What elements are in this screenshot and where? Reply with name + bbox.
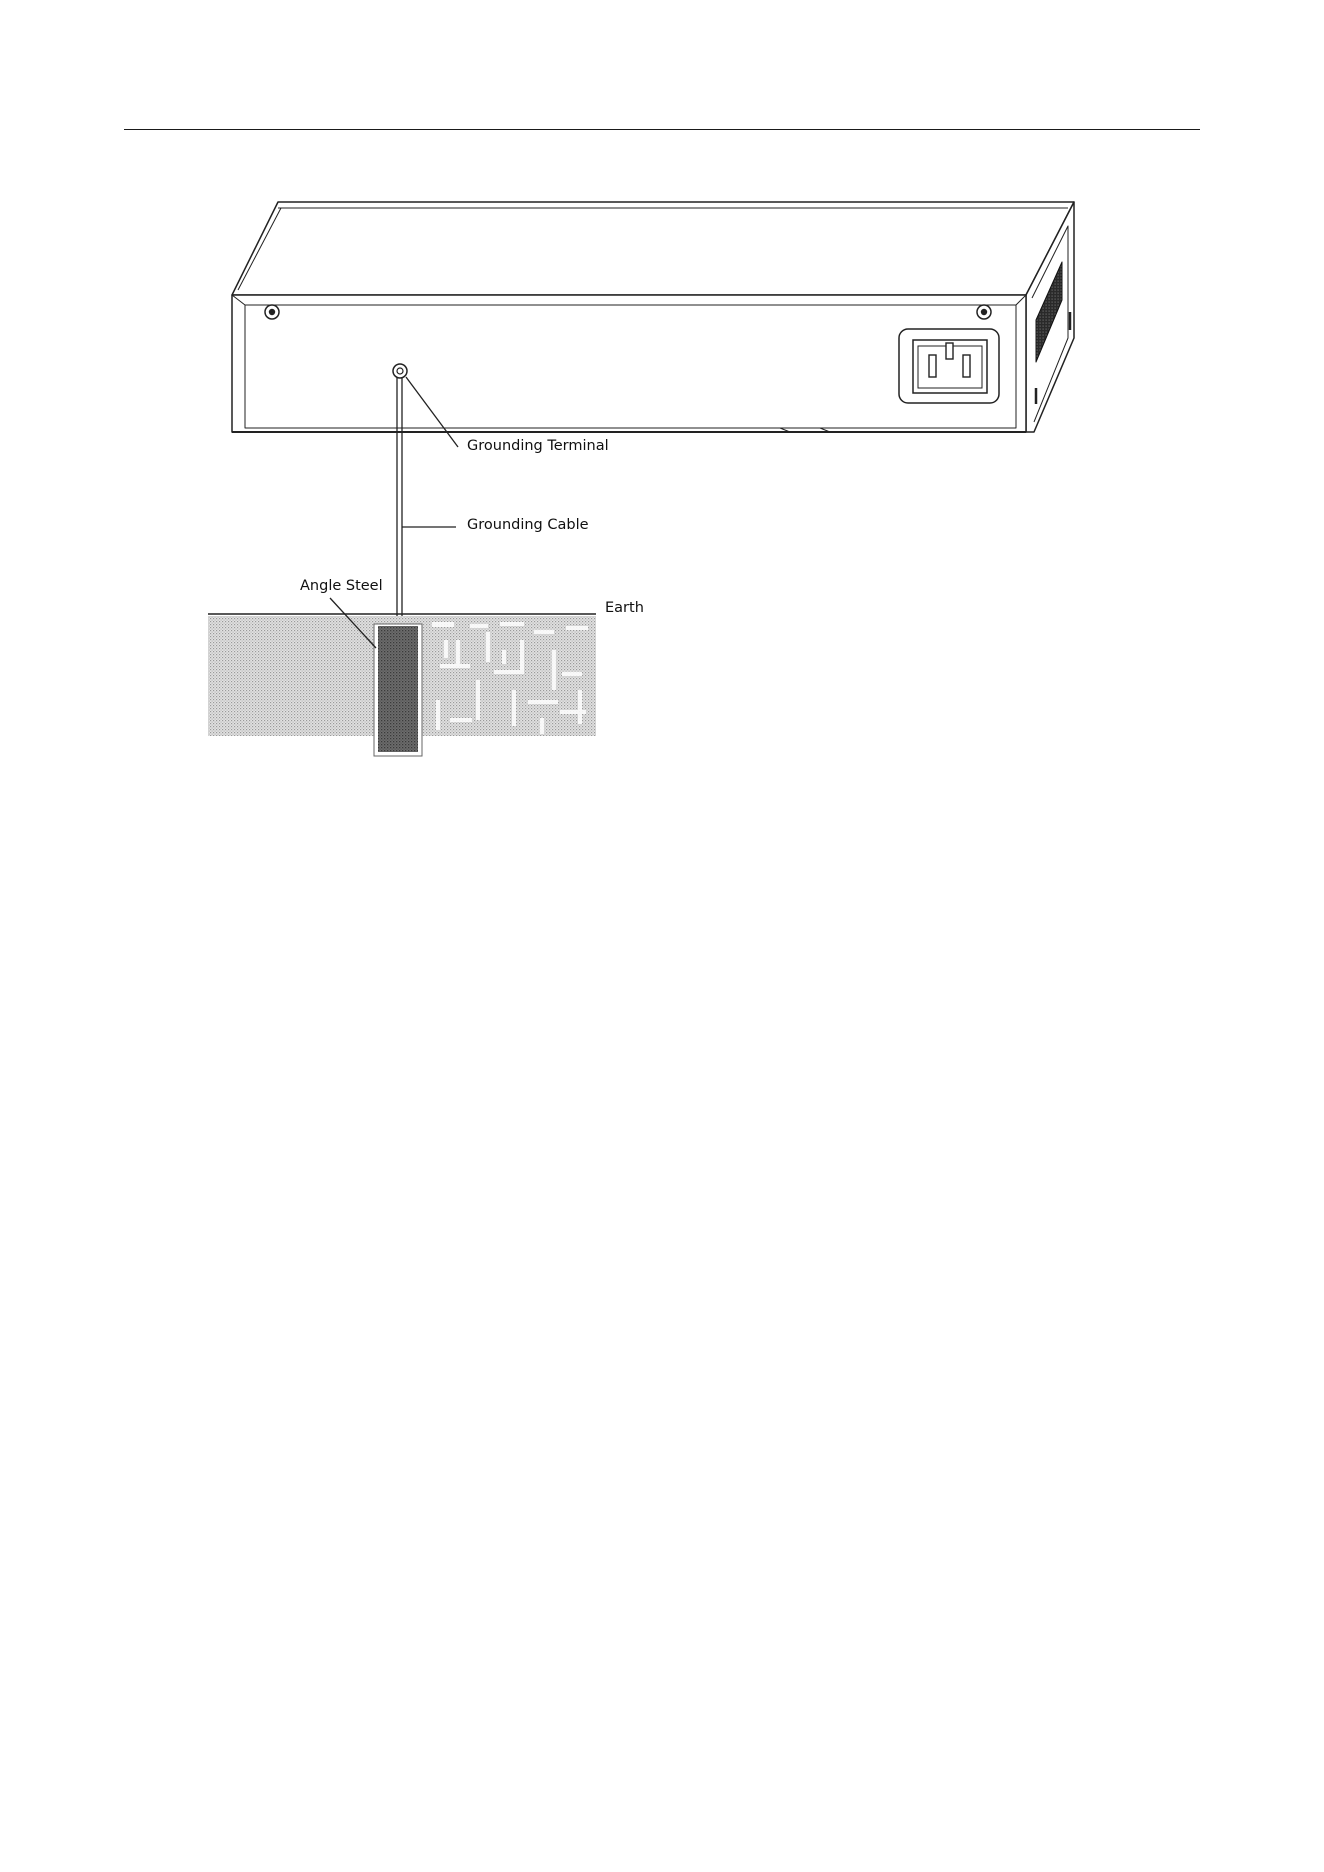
- rear-screw-right: [977, 305, 991, 319]
- grounding-diagram-drawing: [0, 0, 1324, 800]
- label-grounding-cable: Grounding Cable: [467, 517, 589, 533]
- power-socket: [899, 329, 999, 403]
- rear-screw-left: [265, 305, 279, 319]
- device-top-face: [232, 202, 1074, 295]
- label-angle-steel: Angle Steel: [300, 578, 383, 594]
- grounding-terminal: [393, 364, 407, 378]
- grounding-diagram: [0, 0, 1324, 800]
- label-earth: Earth: [605, 600, 644, 616]
- label-grounding-terminal: Grounding Terminal: [467, 438, 609, 454]
- angle-steel: [374, 624, 422, 756]
